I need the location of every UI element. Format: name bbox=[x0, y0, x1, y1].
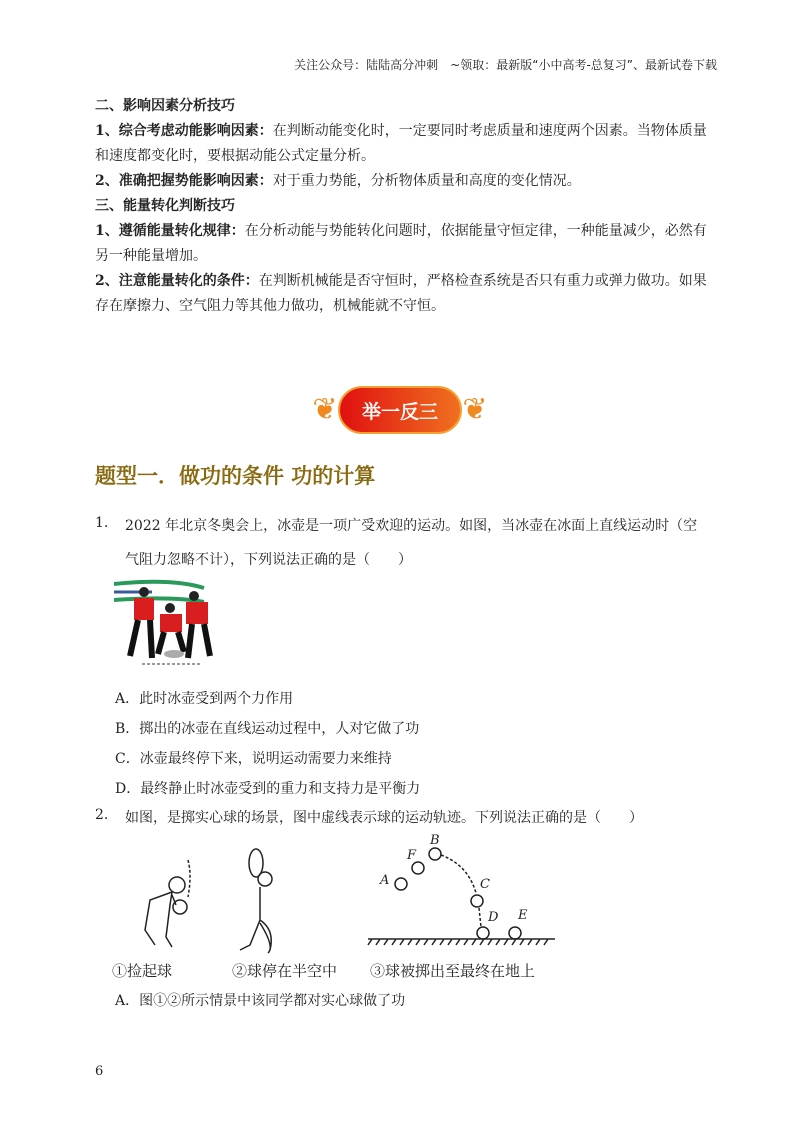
swirl-ornament-icon: ❦ bbox=[312, 392, 338, 427]
figure-trajectory bbox=[368, 848, 555, 945]
curling-photo bbox=[112, 578, 232, 670]
section-title: 三、能量转化判断技巧 bbox=[95, 198, 235, 214]
tip-item: 2、注意能量转化的条件：在判断机械能是否守恒时，严格检查系统是否只有重力或弹力做功。如果存在摩擦力、空气阻力等其他力做功，机械能就不守恒。 bbox=[95, 273, 707, 314]
tip-item: 1、遵循能量转化规律：在分析动能与势能转化问题时，依据能量守恒定律，一种能量减少，必然有另一种能量增加。 bbox=[95, 223, 707, 264]
question-text: 如图，是掷实心球的场景，图中虚线表示球的运动轨迹。下列说法正确的是（ ） bbox=[125, 810, 643, 826]
point-label-d: D bbox=[488, 910, 499, 925]
point-label-a: A bbox=[380, 873, 390, 888]
shot-put-figures bbox=[110, 835, 570, 955]
answer-option-b: B．掷出的冰壶在直线运动过程中，人对它做了功 bbox=[115, 721, 420, 737]
question-number: 1. bbox=[95, 515, 109, 531]
answer-option-a: A．此时冰壶受到两个力作用 bbox=[115, 691, 294, 707]
tip-item: 1、综合考虑动能影响因素：在判断动能变化时，一定要同时考虑质量和速度两个因素。当物体质量和速度都变化时，要根据动能公式定量分析。 bbox=[95, 123, 707, 164]
figure-hold bbox=[240, 849, 272, 953]
section-heading: 题型一．做功的条件 功的计算 bbox=[95, 464, 376, 488]
banner bbox=[310, 384, 490, 438]
point-label-f: F bbox=[407, 848, 417, 863]
question-text: 2022 年北京冬奥会上，冰壶是一项广受欢迎的运动。如图，当冰壶在冰面上直线运动时（空 bbox=[125, 518, 698, 534]
answer-option-c: C．冰壶最终停下来，说明运动需要力来维持 bbox=[115, 751, 392, 767]
figure-caption: ③球被掷出至最终在地上 bbox=[370, 962, 536, 980]
page-header: 关注公众号：陆陆高分冲刺 ~领取：最新版“小中高考-总复习”、最新试卷下载 bbox=[294, 58, 717, 72]
tip-item: 2、准确把握势能影响因素：对于重力势能，分析物体质量和高度的变化情况。 bbox=[95, 173, 581, 189]
banner-label: 举一反三 bbox=[338, 386, 462, 434]
swirl-ornament-icon: ❦ bbox=[462, 392, 488, 427]
question-number: 2. bbox=[95, 807, 109, 823]
answer-option-d: D．最终静止时冰壶受到的重力和支持力是平衡力 bbox=[115, 781, 421, 797]
page-number: 6 bbox=[95, 1064, 104, 1079]
section-title: 二、影响因素分析技巧 bbox=[95, 98, 235, 114]
point-label-e: E bbox=[518, 908, 528, 923]
figure-caption: ①捡起球 bbox=[112, 962, 173, 980]
figure-caption: ②球停在半空中 bbox=[232, 962, 338, 980]
point-label-c: C bbox=[480, 877, 490, 892]
tips-body bbox=[95, 94, 715, 319]
figure-pick-up bbox=[145, 860, 190, 947]
point-label-b: B bbox=[430, 833, 440, 848]
question-text: 气阻力忽略不计），下列说法正确的是（ ） bbox=[125, 552, 412, 568]
answer-option-a: A．图①②所示情景中该同学都对实心球做了功 bbox=[115, 993, 406, 1009]
